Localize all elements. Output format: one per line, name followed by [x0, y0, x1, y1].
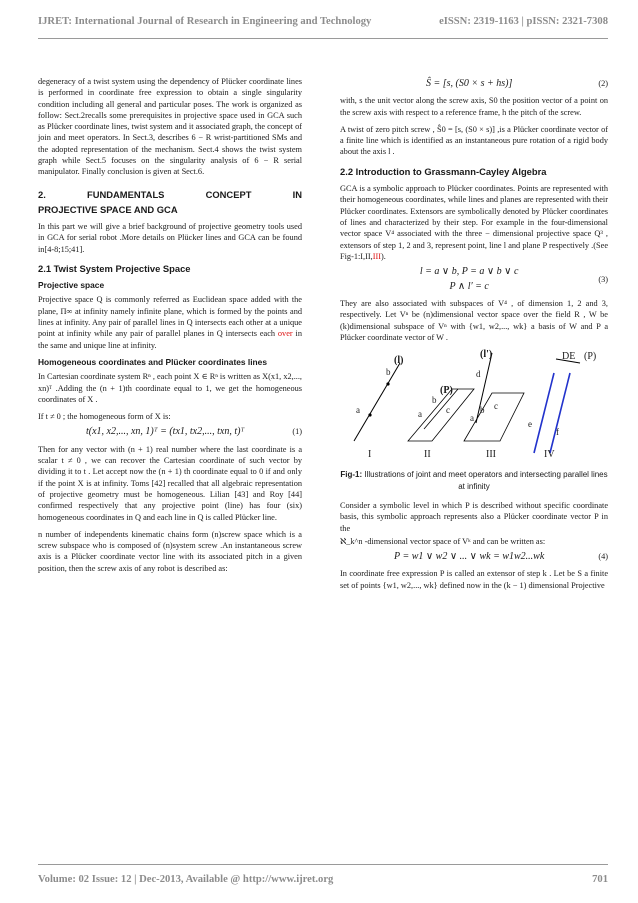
line-l — [354, 363, 400, 441]
figure-1-caption: Fig-1: Illustrations of joint and meet operators and intersecting parallel lines at infinity — [340, 470, 608, 491]
line-f — [550, 373, 570, 453]
header-rule — [38, 38, 608, 39]
equation-3-line-1: l = a ∨ b, P = a ∨ b ∨ c — [419, 266, 519, 278]
extensor-paragraph: In coordinate free expression P is called an extensor of step k . Let be S a finite set of points {w1, w2,..., wk} defined now in the (k − 1) dimensional Projective — [340, 569, 608, 590]
journal-title: IJRET: International Journal of Research in Engineering and Technology — [38, 16, 372, 27]
footer-rule — [38, 864, 608, 865]
equation-1: t(x1, x2,..., xn, 1)ᵀ = (tx1, tx2,..., txn, t)ᵀ (1) — [85, 426, 302, 438]
equation-2: Ŝ = [s, (S0 × s + hs)] (2) — [425, 78, 608, 89]
homogeneous-coordinates-heading: Homogeneous coordinates and Plücker coordinates lines — [38, 356, 267, 367]
equation-4-number: (4) — [598, 552, 608, 562]
gca-paragraph: GCA is a symbolic approach to Plücker coordinates. Points are represented with their homogeneous coordinates, while lines and planes are represented with their Plücker coordinates. Extensors are symbolically denoted by Plücker coordinates of lines and characterized by their step. For example in the four-dimensional vector space V⁴ associated with the three − dimensional projective space Q³ , extensors of step 1, 2 and 3, represent point, line l and plane P respectively .(See Fig-1:I,II,III). — [340, 184, 608, 261]
highlight-iii: III — [372, 251, 382, 261]
highlight-over: over — [277, 329, 293, 339]
section-2-1-heading: 2.1 Twist System Projective Space — [38, 262, 191, 274]
running-header — [38, 16, 608, 27]
symbolic-paragraph: Consider a symbolic level in which P is described without specific coordinate basis, this symbolic approach represents also a Plücker coordinate vector P in the — [340, 500, 608, 533]
projective-space-body: Projective space Q is commonly referred as Euclidean space added with the plane, Π∞ at infinity namely infinite plane, which is formed by the points and lines at infinity. Any pair of parallel lines in Q intersects each other at a unique point at infinity while any pair of parallel planes in Q intersects each over in the same and unique line at infinity. — [38, 295, 302, 350]
figure-1-illustration — [340, 349, 608, 465]
left-column — [38, 76, 302, 580]
equation-3 — [340, 264, 608, 294]
right-column — [340, 78, 608, 597]
homogeneous-paragraph-1: In Cartesian coordinate system Rⁿ , each point X ∈ Rⁿ is written as X(x1, x2,..., xn)ᵀ .Adding the (n + 1)th coordinate equal to 1, we get the homogeneous coordinates of X . — [38, 372, 302, 404]
equation-3-line-2: P ∧ l′ = c — [449, 281, 489, 293]
subspace-paragraph: They are also associated with subspaces of V⁴ , of dimension 1, 2 and 3, respectively. Let Vⁿ be (n)dimensional vector space over the field R , W be (k)dimensional subspace of Vⁿ with {w1, w2,..., wk} a basis of W and P a Plücker coordinate vector of W . — [340, 299, 608, 343]
projective-space-heading: Projective space — [38, 280, 105, 291]
equation-4: P = w1 ∨ w2 ∨ ... ∨ wk = w1w2...wk (4) — [394, 551, 608, 563]
equation-2-number: (2) — [598, 79, 608, 88]
point-b — [386, 383, 389, 386]
point-a — [368, 414, 371, 417]
volume-info: Volume: 02 Issue: 12 | Dec-2013, Available @ http://www.ijret.org — [38, 874, 334, 885]
equation-1-number: (1) — [292, 427, 302, 437]
equation-3-number: (3) — [598, 274, 608, 284]
running-footer — [38, 874, 608, 885]
section-2-heading: 2. FUNDAMENTALS CONCEPT IN — [38, 188, 302, 200]
intro-paragraph: degeneracy of a twist system using the dependency of Plücker coordinate lines is performed in coordinate free expression to obtain a single singularity condition including all general and particular poses. The work is organized as follow: Sect.2recalls some prerequisites in projective space used in GCA such as Plücker coordinate lines, twist system and it associated graph, the concept of join and meet operators. In Sect.3, describes 6 − R wrist-partitioned SMs and the adopted representation of the mechanism. Sect.4 shows the twist system graph while Sect.5 focuses on the singularity analysis of 6 − R serial manipulator. Finally conclusion is given at Sect.6. — [38, 77, 302, 177]
right-paragraph-2: A twist of zero pitch screw , Ŝ0 = [s, (S0 × s)] ,is a Plücker coordinate vector of a finite line which is identified as an instantaneous pure rotation of a rigid body about the axis l . — [340, 124, 608, 157]
symbolic-paragraph-2: ℵ_k^n -dimensional vector space of Vᵏ and can be written as: — [340, 536, 546, 546]
section-2-2-heading: 2.2 Introduction to Grassmann-Cayley Algebra — [340, 165, 547, 177]
section-2-heading-line2: PROJECTIVE SPACE AND GCA — [38, 203, 178, 215]
homogeneous-paragraph-3: Then for any vector with (n + 1) real number where the last coordinate is a scalar t ≠ 0 , we can recover the Cartesian coordinate of such vector by dividing it to t . Let accept now the (n + 1) th coordinate equal to 0 if and only if the point X is at infinity. Toms [42] recalled that all algebraic representation of projective geometry must be homogeneous. Lilian [43] and Roy [44] confirmed respectively that any projective point (line) has four (six) homogeneous coordinates in Q and each line in Q is called Plücker line. — [38, 444, 302, 522]
line-e — [534, 373, 554, 453]
issn: eISSN: 2319-1163 | pISSN: 2321-7308 — [439, 16, 608, 27]
homogeneous-paragraph-2: If t ≠ 0 ; the homogeneous form of X is: — [38, 412, 171, 422]
page-number: 701 — [592, 874, 608, 885]
section-2-body: In this part we will give a brief background of projective geometry tools used in GCA for serial robot .More details on Plücker lines and GCA can be found in[4-8;15;41]. — [38, 221, 302, 254]
right-paragraph-1: with, s the unit vector along the screw axis, S0 the position vector of a point on the screw axis with respect to a reference frame, h the pitch of the screw. — [340, 96, 608, 117]
figure-1: b (l) a (l') d a b c (P) a b c DE (P) e f I II III IV — [340, 349, 608, 465]
homogeneous-paragraph-4: n number of independents kinematic chains form (n)screw space which is a screw subspace who is composed of (n)system screw .An instantaneous screw axis is a Plücker coordinate vector line with its associated pitch in a given position, then the screw axis of any robot is described as: — [38, 529, 302, 573]
